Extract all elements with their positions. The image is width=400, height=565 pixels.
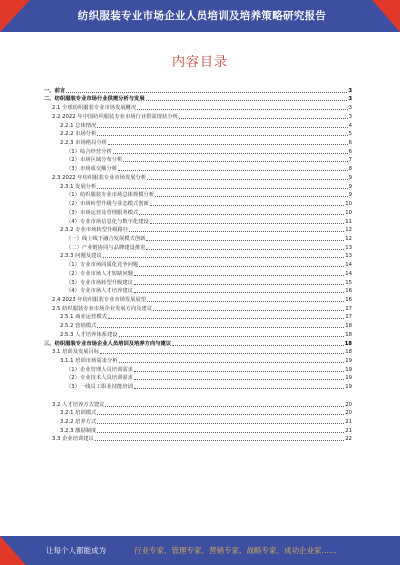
footer-slogan-left: 让每个人都能成为 <box>46 546 106 555</box>
toc-leader-dots <box>134 284 344 285</box>
toc-leader-dots <box>129 231 344 232</box>
toc-page-number: 5 <box>348 131 352 138</box>
toc-entry-text: 三、纺织服装专业市场企业人员培训及培养方向与建议 <box>44 340 172 347</box>
toc-page-number: 14 <box>345 270 352 277</box>
toc-entry-text: （1）综合经营分析 <box>66 148 112 155</box>
toc-entry <box>44 390 352 399</box>
toc-entry[interactable] <box>44 198 352 207</box>
toc-leader-dots <box>66 92 347 93</box>
toc-entry-text: （3）市场成交额分析 <box>66 166 118 173</box>
toc-entry[interactable] <box>44 172 352 181</box>
toc-leader-dots <box>134 292 344 293</box>
toc-leader-dots <box>146 240 344 241</box>
toc-entry-text: 3.1.1 培训市场需求分析 <box>60 358 118 364</box>
toc-entry-text: （3）专业市场转型升级建议 <box>66 279 133 286</box>
toc-entry[interactable] <box>44 364 352 373</box>
toc-leader-dots <box>146 249 344 250</box>
toc-entry-text: 2.4 2023 年纺织服装专业市场发展展望 <box>52 296 147 303</box>
toc-leader-dots <box>134 379 344 380</box>
toc-leader-dots <box>108 144 348 145</box>
toc-leader-dots <box>147 301 344 302</box>
toc-entry[interactable] <box>44 181 352 190</box>
toc-entry-text: （1）专业市场同质化竞争问题 <box>66 262 139 269</box>
toc-page-number: 3 <box>348 96 352 103</box>
toc-entry-text: 2.2.3 市场格局分析 <box>60 140 107 147</box>
toc-page-number: 20 <box>345 401 352 408</box>
toc-entry-text: 3.2.1 培训模式 <box>60 410 97 417</box>
toc-entry[interactable] <box>44 163 352 172</box>
toc-entry-text: （3）市场运营及管理服务模式 <box>66 209 139 216</box>
toc-entry[interactable] <box>44 225 352 234</box>
toc-entry[interactable] <box>44 233 352 242</box>
toc-entry-text: 2.5.1 商业运营模式 <box>60 314 107 321</box>
toc-leader-dots <box>97 414 344 415</box>
page-header <box>0 0 400 32</box>
toc-entry[interactable] <box>44 190 352 199</box>
toc-entry-text: 一、前言 <box>44 87 66 94</box>
toc-leader-dots <box>100 353 344 354</box>
toc-page-number: 11 <box>345 218 352 225</box>
toc-entry[interactable] <box>44 129 352 138</box>
toc-leader-dots <box>153 310 344 311</box>
toc-page-number: 3 <box>348 105 352 112</box>
toc-leader-dots <box>103 257 345 258</box>
toc-entry[interactable] <box>44 207 352 216</box>
toc-entry[interactable] <box>44 347 352 356</box>
toc-leader-dots <box>179 118 348 119</box>
toc-entry[interactable] <box>44 111 352 120</box>
toc-entry[interactable] <box>44 381 352 390</box>
toc-entry-text: （2）专业市场人才短缺问题 <box>66 270 133 277</box>
toc-page-number: 17 <box>345 305 352 312</box>
toc-page-number: 14 <box>345 262 352 269</box>
toc-leader-dots <box>118 170 348 171</box>
toc-leader-dots <box>155 196 348 197</box>
toc-leader-dots <box>150 223 344 224</box>
toc-page-number: 18 <box>345 331 352 338</box>
toc-entry[interactable] <box>44 338 352 347</box>
toc-entry-text: （4）专业市场信息化与数字化建设 <box>66 218 149 225</box>
toc-page-number: 3 <box>348 87 352 94</box>
toc-entry-text: （2）市场区域分布分析 <box>66 157 123 164</box>
toc-leader-dots <box>97 327 344 328</box>
toc-entry[interactable] <box>44 294 352 303</box>
toc-leader-dots <box>147 179 347 180</box>
toc-leader-dots <box>113 153 348 154</box>
toc-page-number: 4 <box>348 122 352 129</box>
toc-page-number: 12 <box>345 227 352 234</box>
header-red-corner-right <box>372 0 400 32</box>
toc-page-number: 18 <box>345 349 352 356</box>
toc-leader-dots <box>137 109 347 110</box>
toc-leader-dots <box>108 318 344 319</box>
footer-red-corner <box>0 536 26 565</box>
toc-entry[interactable] <box>44 416 352 425</box>
toc-leader-dots <box>172 345 343 346</box>
toc-entry[interactable] <box>44 329 352 338</box>
toc-page-number: 10 <box>345 209 352 216</box>
toc-entry-text: 2.2 2022 年中国纺织服装专业市场行业供需现状分析 <box>52 113 178 120</box>
toc-entry-text: （1）纺织服装专业市场总体规模分析 <box>66 192 155 199</box>
toc-page-number: 22 <box>345 436 352 443</box>
toc-leader-dots <box>119 362 345 363</box>
toc-entry-text: 2.2.2 市场分析 <box>60 131 97 138</box>
toc-entry-text: （4）专业市场人才培养建议 <box>66 288 133 295</box>
toc-leader-dots <box>150 205 344 206</box>
toc-leader-dots <box>119 336 345 337</box>
toc-entry[interactable] <box>44 425 352 434</box>
page-footer <box>0 536 400 565</box>
toc-entry[interactable] <box>44 408 352 417</box>
toc-entry <box>44 442 352 451</box>
toc-page-number: 9 <box>348 183 352 190</box>
toc-leader-dots <box>134 275 344 276</box>
toc-page-number: 18 <box>345 323 352 330</box>
toc-entry-text: 2.5.2 营销模式 <box>60 323 97 330</box>
toc-leader-dots <box>97 135 347 136</box>
toc-entry-text: 二、纺织服装专业市场行业供需分析与发展 <box>44 96 145 103</box>
toc-leader-dots <box>134 371 344 372</box>
toc-entry[interactable] <box>44 259 352 268</box>
toc-entry[interactable] <box>44 155 352 164</box>
toc-page-number: 6 <box>348 140 352 147</box>
report-title: 纺织服装专业市场企业人员培训及培养策略研究报告 <box>77 10 327 22</box>
toc-page-number: 12 <box>345 235 352 242</box>
toc-leader-dots <box>139 214 344 215</box>
toc-leader-dots <box>97 127 347 128</box>
toc-entry-text: 3.1 培训及发展目标 <box>52 349 100 356</box>
toc-leader-dots <box>97 188 347 189</box>
toc-page-number: 9 <box>348 174 352 181</box>
toc-entry-text: 2.3.1 发展分析 <box>60 183 97 190</box>
header-red-corner-left <box>0 0 30 32</box>
toc-leader-dots <box>105 406 344 407</box>
toc-page-number: 20 <box>345 410 352 417</box>
toc-entry-text: 2.5 纺织服装专业市场企业发展方向及建议 <box>52 305 153 312</box>
toc-leader-dots <box>95 440 344 441</box>
toc-entry-text: 2.5.3 人才培养体系建设 <box>60 331 118 338</box>
toc-entry-text: 2.3.2 专业市场转型升级路径 <box>60 227 129 234</box>
toc-page-number: 19 <box>345 384 352 391</box>
toc-entry-text: 3.2 人才培养方式建议 <box>52 401 105 408</box>
toc-entry[interactable] <box>44 312 352 321</box>
toc-leader-dots <box>123 161 347 162</box>
toc-page-number: 19 <box>345 375 352 382</box>
toc-entry[interactable] <box>44 434 352 443</box>
toc-page-number: 9 <box>348 192 352 199</box>
toc-page-number: 7 <box>348 157 352 164</box>
toc-heading: 内容目录 <box>171 55 228 70</box>
toc-entry[interactable] <box>44 216 352 225</box>
toc-entry[interactable] <box>44 85 352 94</box>
toc-entry-text: 3.3 企业培训建议 <box>52 436 94 443</box>
toc-page-number: 8 <box>348 166 352 173</box>
toc-entry-text: （2）市场转型升级与业态模式创新 <box>66 201 149 208</box>
toc-page-number: 21 <box>345 427 352 434</box>
toc-entry[interactable] <box>44 120 352 129</box>
toc-entry-text: 3.2.2 培养方式 <box>60 419 97 426</box>
toc-page-number: 16 <box>345 296 352 303</box>
table-of-contents <box>44 85 352 451</box>
toc-entry-text: 3.2.3 激励制度 <box>60 427 97 434</box>
footer-slogan-right: 行业专家、管理专家、营销专家、战略专家、成功企业家…… <box>134 546 337 555</box>
toc-page-number: 21 <box>345 419 352 426</box>
toc-leader-dots <box>97 432 344 433</box>
toc-entry[interactable] <box>44 137 352 146</box>
toc-entry[interactable] <box>44 373 352 382</box>
toc-entry[interactable] <box>44 303 352 312</box>
toc-page-number: 18 <box>344 340 352 347</box>
toc-entry[interactable] <box>44 251 352 260</box>
toc-entry[interactable] <box>44 355 352 364</box>
toc-entry-text: 2.3.3 问题及建议 <box>60 253 102 260</box>
toc-page-number: 10 <box>345 201 352 208</box>
toc-page-number: 17 <box>345 314 352 321</box>
toc-entry[interactable] <box>44 146 352 155</box>
toc-entry-text: 2.3 2022 年纺织服装专业市场发展分析 <box>52 174 147 181</box>
toc-entry-text: （2）专业技术人员培训需求 <box>66 375 133 382</box>
toc-page-number: 19 <box>345 366 352 373</box>
toc-entry[interactable] <box>44 268 352 277</box>
toc-page-number: 15 <box>345 279 352 286</box>
toc-entry-text: （一）线上线下融合发展模式创新 <box>66 235 146 242</box>
toc-page-number: 6 <box>348 148 352 155</box>
toc-page-number: 13 <box>345 244 352 251</box>
toc-entry-text: （3）一线员工职业技能培训 <box>66 384 133 391</box>
toc-entry-text: （二）产业链协同与品牌建设推进 <box>66 244 146 251</box>
toc-entry[interactable] <box>44 242 352 251</box>
toc-entry[interactable] <box>44 286 352 295</box>
toc-entry[interactable] <box>44 277 352 286</box>
toc-entry[interactable] <box>44 399 352 408</box>
toc-entry-text: 2.2.1 总体情况 <box>60 122 97 129</box>
toc-entry[interactable] <box>44 320 352 329</box>
toc-leader-dots <box>146 100 348 101</box>
toc-page-number: 16 <box>345 288 352 295</box>
toc-leader-dots <box>97 423 344 424</box>
toc-leader-dots <box>134 388 344 389</box>
toc-entry-text: （1）企业管理人员培训需求 <box>66 366 133 373</box>
toc-leader-dots <box>139 266 344 267</box>
toc-entry[interactable] <box>44 94 352 103</box>
toc-page-number: 13 <box>345 253 352 260</box>
toc-entry-text: 2.1 全球纺织服装专业市场发展概况 <box>52 105 137 112</box>
toc-page-number: 19 <box>345 358 352 364</box>
toc-entry[interactable] <box>44 102 352 111</box>
toc-page-number: 3 <box>348 113 352 120</box>
